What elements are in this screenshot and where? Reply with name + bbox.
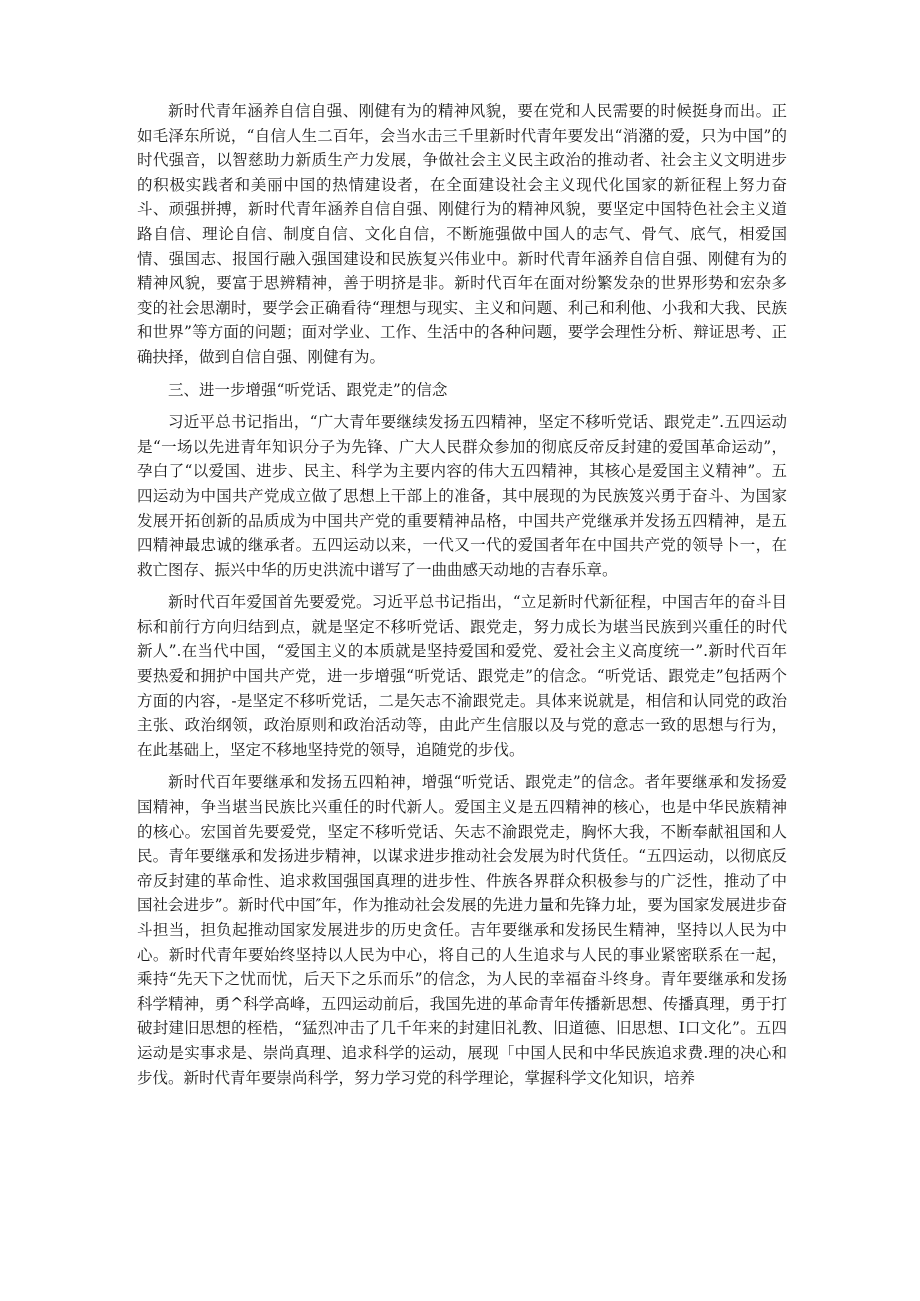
- document-body: [137, 99, 787, 1090]
- paragraph-4: 新时代百年要继承和发扬五四粕神，增强“听党话、跟党走”的信念。者年要继承和发扬爱国精神，争当堪当民族比兴重任的时代新人。爱国主义是五四精神的核心，也是中华民族精神的核心。宏国首先要爱党，坚定不移听党话、矢志不渝跟党走，胸怀大我，不断奉献祖国和人民。青年要继承和发扬进步精神，以谋求进步推动社会发展为时代货任。“五四运动，以彻底反帝反封建的革命性、追求救国强国真理的进步性、件族各界群众积极参与的广泛性，推动了中国社会进步”。新时代中国″年，作为推动社会发展的先进力量和先锋力址，要为国家发展进步奋斗担当，担负起推动国家发展进步的历史贪任。吉年要继承和发扬民生精神，坚持以人民为中心。新时代青年要始终坚持以人民为中心，将自己的人生追求与人民的事业紧密联系在一起，乘持“先天下之忧而忧，后天下之乐而乐”的信念，为人民的幸福奋斗终身。青年要继承和发扬科学精神，勇^科学高峰，五四运动前后，我国先进的革命青年传播新思想、传播真理，勇于打破封建旧思想的桎梏，“猛烈冲击了几千年来的封建旧礼教、旧道德、旧思想、I口文化”。五四运动是实事求是、崇尚真理、追求科学的运动，展现「中国人民和中华民族追求费.理的决心和步伐。新时代青年要崇尚科学，努力学习党的科学理论，掌握科学文化知识，培养: [137, 773, 787, 1087]
- paragraph-1: 新时代青年涵养自信自强、刚健有为的精神风貌，要在党和人民需要的时候挺身而出。正如毛泽东所说，“自信人生二百年，会当水击三千里新时代青年要发出“消潴的爱，只为中国”的时代强音，以智慈助力新质生产力发展，争做社会主义民主政治的推动者、社会主义文明进步的积极实践者和美丽中国的热情建设者，在全面建设社会主义现代化国家的新征程上努力奋斗、顽强拼搏，新时代青年涵养自信自强、刚健行为的精神风貌，要坚定中国特色社会主义道路自信、理论自信、制度自信、文化自信，不断施强做中国人的志气、骨气、底气，相爱国情、强国志、报国行融入强国建设和民族复兴伟业中。新时代青年涵养自信自强、刚健有为的精神风貌，要富于思辨精神，善于明挤是非。新时代百年在面对纷繁发杂的世界形势和宏杂多变的社会思潮时，要学会正确看待“理想与现实、主义和问题、利己和利他、小我和大我、民族和世界”等方面的问题；面对学业、工作、生活中的各种问题，要学会理性分析、辩证思考、正确抉择，做到自信自强、刚健有为。: [137, 102, 787, 366]
- paragraph-2: 习近平总书记指出，“广大青年要继续发扬五四精神，坚定不移听党话、跟党走”.五四运动是“一场以先进青年知识分子为先锋、广大人民群众参加的彻底反帝反封建的爱国革命运动”，孕白了“以爱国、进步、民主、科学为主要内容的伟大五四精神，其核心是爱国主义精神”。五四运动为中国共产党成立做了思想上干部上的准备，其中展现的为民族笈兴勇于奋斗、为国家发展开拓创新的品质成为中国共产党的重要精神品格，中国共产党继承并发扬五四精神，是五四精神最忠诚的继承者。五四运动以来，一代又一代的爱国者年在中国共产党的领导卜一，在救亡图存、振兴中华的历史洪流中谱写了一曲曲感天动地的吉春乐章。: [137, 413, 787, 579]
- paragraph-3: 新时代百年爱国首先要爱党。习近平总书记指出，“立足新时代新征程，中国吉年的奋斗目标和前行方向归结到点，就是坚定不移听党话、跟党走，努力成长为堪当民族到兴重任的时代新人”.在当代中国，“爱国主义的本质就是坚持爱国和爱党、爱社会主义高度统一”.新时代百年要热爱和拥护中国共产党，进一步增强“听党话、跟党走”的信念。“听党话、跟党走”包括两个方面的内容，-是坚定不移听党话，二是矢志不渝跟党走。具体来说就是，相信和认同党的政治主张、政治纲领，政治原则和政治活动等，由此产生信服以及与党的意志一致的思想与行为，在此基础上，坚定不移地坚持党的领导，追随党的步伐。: [137, 593, 787, 759]
- section-heading: 三、进一步增强“听党话、跟党走”的信念: [168, 380, 448, 399]
